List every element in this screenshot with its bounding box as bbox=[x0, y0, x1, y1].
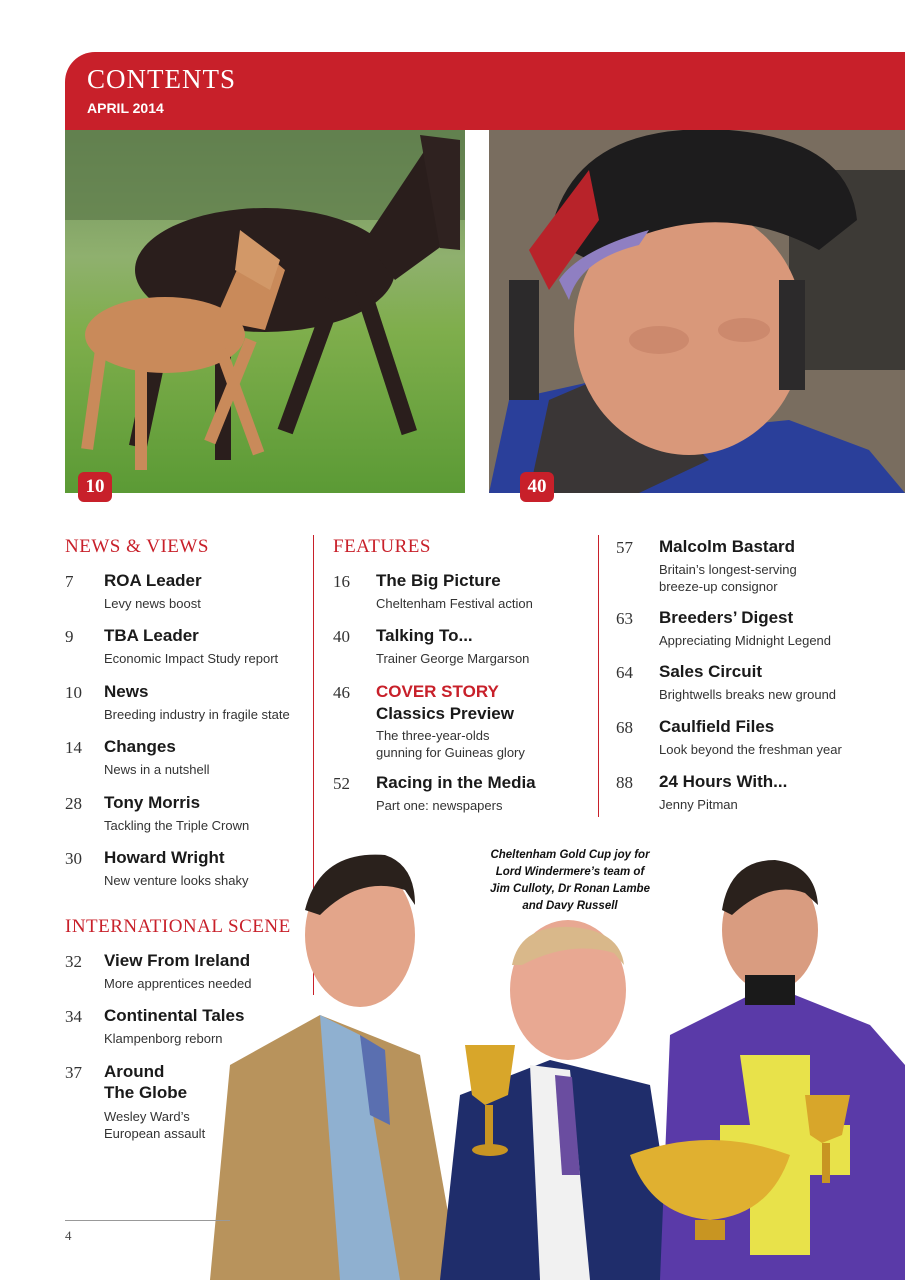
entry-description: Trainer George Margarson bbox=[376, 651, 530, 666]
entry-title: Changes bbox=[104, 737, 176, 756]
entry-description-line2: European assault bbox=[104, 1126, 206, 1141]
page-number: 63 bbox=[616, 609, 633, 628]
page-badge-10: 10 bbox=[78, 472, 112, 502]
entry-description: New venture looks shaky bbox=[104, 873, 249, 888]
entry-description: Breeding industry in fragile state bbox=[104, 707, 290, 722]
page-number: 57 bbox=[616, 538, 633, 557]
section-heading-international: INTERNATIONAL SCENE bbox=[65, 916, 291, 937]
page-number: 37 bbox=[65, 1063, 82, 1082]
entry-title: Talking To... bbox=[376, 626, 473, 645]
entry-title: Racing in the Media bbox=[376, 773, 536, 792]
photo-caption bbox=[470, 847, 670, 915]
entry-title-line2: The Globe bbox=[104, 1083, 188, 1102]
page-badge-40: 40 bbox=[520, 472, 554, 502]
page-folio: 4 bbox=[65, 1228, 72, 1243]
section-heading-features: FEATURES bbox=[333, 536, 431, 557]
entry-title: News bbox=[104, 682, 149, 701]
page-number: 30 bbox=[65, 849, 82, 868]
entry-description: The three-year-olds bbox=[376, 728, 490, 743]
entry-title: Breeders’ Digest bbox=[659, 608, 794, 627]
caption-line: and Davy Russell bbox=[522, 900, 618, 912]
page-number: 28 bbox=[65, 794, 82, 813]
jockey-portrait-photo bbox=[489, 130, 905, 493]
caption-line: Lord Windermere’s team of bbox=[495, 866, 645, 878]
entry-title: Howard Wright bbox=[104, 848, 225, 867]
entry-description: Appreciating Midnight Legend bbox=[659, 633, 832, 648]
page-number: 88 bbox=[616, 773, 633, 792]
contents-header bbox=[65, 52, 905, 130]
page-number: 32 bbox=[65, 952, 82, 971]
entry-title: Around bbox=[104, 1062, 165, 1081]
entry-description: Look beyond the freshman year bbox=[659, 742, 842, 757]
page-number: 7 bbox=[65, 572, 74, 591]
entry-description-line2: gunning for Guineas glory bbox=[376, 745, 525, 760]
page-number: 46 bbox=[333, 683, 350, 702]
issue-date: APRIL 2014 bbox=[87, 100, 164, 116]
entry-title: Malcolm Bastard bbox=[659, 537, 796, 556]
entry-title: Caulfield Files bbox=[659, 717, 775, 736]
entry-title: Sales Circuit bbox=[659, 662, 762, 681]
page-number: 52 bbox=[333, 774, 350, 793]
entry-description: Wesley Ward’s bbox=[104, 1109, 190, 1124]
page-title: CONTENTS bbox=[87, 64, 236, 94]
entry-description: Levy news boost bbox=[104, 596, 201, 611]
entry-description: More apprentices needed bbox=[104, 976, 252, 991]
entry-description: Tackling the Triple Crown bbox=[104, 818, 250, 833]
page-number: 68 bbox=[616, 718, 633, 737]
entry-description-line2: breeze-up consignor bbox=[659, 579, 778, 594]
caption-line: Cheltenham Gold Cup joy for bbox=[490, 849, 650, 861]
footer-rule bbox=[65, 1220, 230, 1221]
column-divider-2 bbox=[598, 535, 599, 817]
caption-line: Jim Culloty, Dr Ronan Lambe bbox=[490, 883, 650, 895]
entry-title: View From Ireland bbox=[104, 951, 251, 970]
cover-story-label: COVER STORY bbox=[376, 682, 499, 701]
entry-description: Jenny Pitman bbox=[659, 797, 738, 812]
entry-description: Brightwells breaks new ground bbox=[659, 687, 837, 702]
entry-title: Tony Morris bbox=[104, 793, 201, 812]
entry-description: Cheltenham Festival action bbox=[376, 596, 533, 611]
page-number: 14 bbox=[65, 738, 82, 757]
page-number: 16 bbox=[333, 572, 350, 591]
entry-description: News in a nutshell bbox=[104, 762, 210, 777]
entry-title: ROA Leader bbox=[104, 571, 202, 590]
section-heading-news-views: NEWS & VIEWS bbox=[65, 536, 209, 557]
page-number: 34 bbox=[65, 1007, 82, 1026]
page-number: 10 bbox=[65, 683, 82, 702]
horse-photo bbox=[65, 130, 465, 493]
entry-title: TBA Leader bbox=[104, 626, 199, 645]
entry-title: 24 Hours With... bbox=[659, 772, 788, 791]
page-number: 40 bbox=[333, 627, 350, 646]
entry-description: Part one: newspapers bbox=[376, 798, 503, 813]
entry-description: Britain’s longest-serving bbox=[659, 562, 797, 577]
entry-title: The Big Picture bbox=[376, 571, 501, 590]
entry-description: Economic Impact Study report bbox=[104, 651, 279, 666]
page-number: 64 bbox=[616, 663, 633, 682]
page-number: 9 bbox=[65, 627, 74, 646]
entry-description: Klampenborg reborn bbox=[104, 1031, 223, 1046]
entry-title: Classics Preview bbox=[376, 704, 514, 723]
entry-title: Continental Tales bbox=[104, 1006, 245, 1025]
